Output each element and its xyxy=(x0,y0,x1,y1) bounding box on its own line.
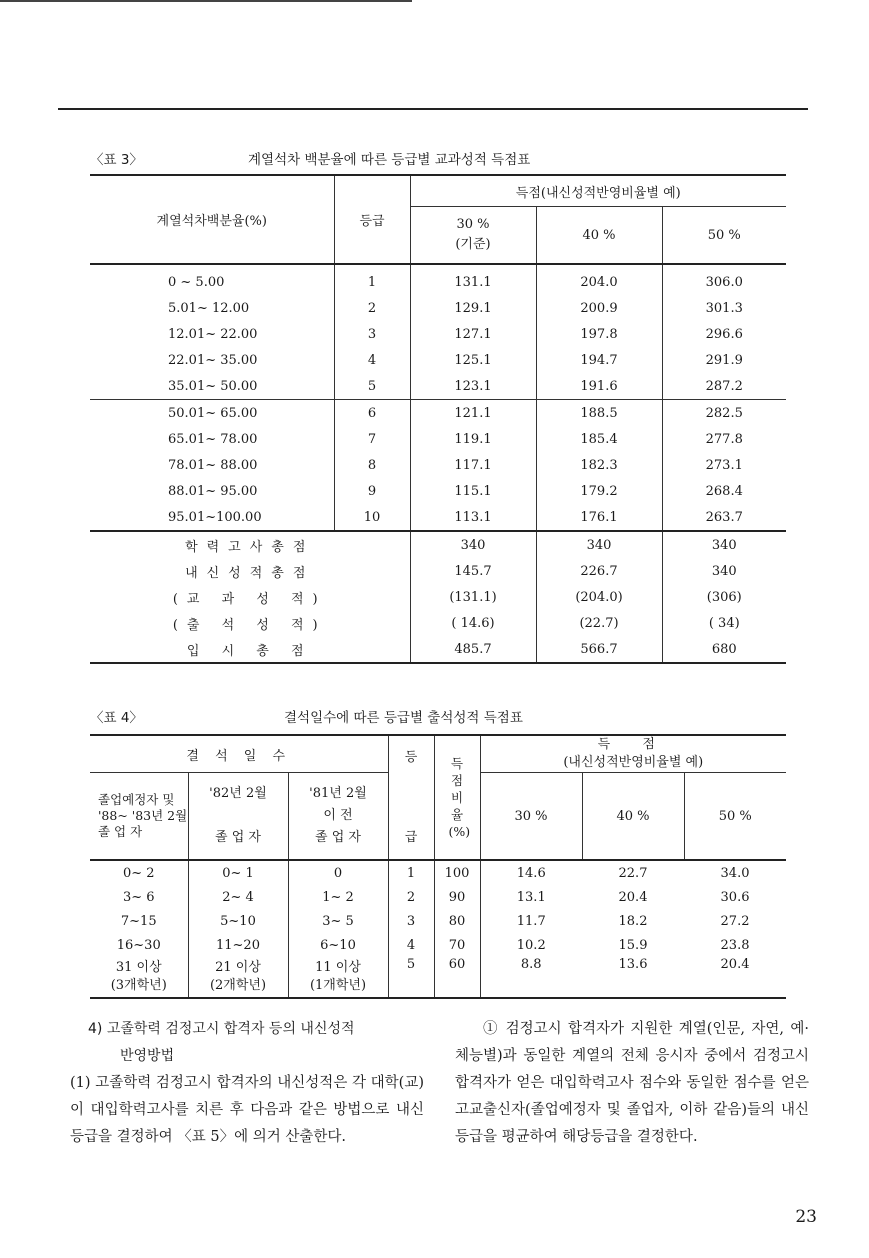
t4-cell: 0 xyxy=(288,860,388,885)
t4-cell: 34.0 xyxy=(720,865,750,881)
t4-cell: 2~ 4 xyxy=(188,885,288,909)
t3-cell-score: 268.4 xyxy=(705,483,743,499)
t3-total-row xyxy=(90,584,786,610)
t4-cell: 8.8 xyxy=(480,957,582,998)
t4-cell: 2 xyxy=(388,885,434,909)
t3-total-row xyxy=(90,610,786,636)
t4-cell: 10.2 xyxy=(516,937,546,953)
table3-title: 계열석차 백분율에 따른 등급별 교과성적 득점표 xyxy=(248,152,531,168)
t3-cell-rank: 88.01~ 95.00 xyxy=(90,478,334,504)
t3-cell-grade: 3 xyxy=(334,321,410,347)
t3-row xyxy=(90,400,786,427)
t4-cell-note: (1개학년) xyxy=(309,978,367,993)
t3-cell-grade: 8 xyxy=(334,452,410,478)
t3-total-value: 145.7 xyxy=(410,558,536,584)
t4-cell: 100 xyxy=(434,860,480,885)
t4-cell: 60 xyxy=(434,957,480,998)
t3-total-value: (131.1) xyxy=(410,584,536,610)
t3-cell-score: 185.4 xyxy=(536,426,662,452)
t3-total-value: (306) xyxy=(706,589,742,605)
t3-total-value: 340 xyxy=(711,563,737,579)
t3-total-value: 340 xyxy=(711,537,737,553)
t3-cell-grade: 1 xyxy=(334,264,410,295)
t4-cell: 3~ 6 xyxy=(90,885,188,909)
t3-total-value: ( 14.6) xyxy=(410,610,536,636)
table4 xyxy=(90,734,786,999)
t3-cell-score: 123.1 xyxy=(410,373,536,400)
t3-cell-score: 121.1 xyxy=(410,400,536,427)
t3-total-value: 340 xyxy=(410,531,536,558)
t3-row xyxy=(90,426,786,452)
t4-cell: 23.8 xyxy=(720,937,750,953)
t3-total-row xyxy=(90,558,786,584)
t3-head-30: 30 % (기준) xyxy=(410,207,536,265)
t4-cell: 3 xyxy=(388,909,434,933)
t4-cell xyxy=(188,957,288,998)
t3-cell-grade: 9 xyxy=(334,478,410,504)
t4-cell: 22.7 xyxy=(618,865,648,881)
t4-cell: 90 xyxy=(434,885,480,909)
t4-head-absence: 결 석 일 수 xyxy=(90,735,388,773)
t3-total-row xyxy=(90,531,786,558)
t4-cell: 20.4 xyxy=(684,957,786,998)
t4-head-40: 40 % xyxy=(582,773,684,861)
t3-cell-grade: 2 xyxy=(334,295,410,321)
t3-cell-score: 179.2 xyxy=(536,478,662,504)
t3-head-50: 50 % xyxy=(662,207,786,265)
t3-cell-score: 125.1 xyxy=(410,347,536,373)
t3-row xyxy=(90,295,786,321)
t3-cell-score: 182.3 xyxy=(536,452,662,478)
t3-cell-score: 119.1 xyxy=(410,426,536,452)
t3-cell-score: 200.9 xyxy=(536,295,662,321)
t3-cell-rank: 0 ~ 5.00 xyxy=(90,264,334,295)
t4-cell: 7~15 xyxy=(90,909,188,933)
t4-cell-note: (3개학년) xyxy=(110,978,167,993)
t3-cell-grade: 7 xyxy=(334,426,410,452)
t3-cell-score: 263.7 xyxy=(662,504,786,531)
t3-total-label: 학력고사총점 xyxy=(90,531,410,558)
t3-cell-score: 191.6 xyxy=(536,373,662,400)
top-edge-line xyxy=(0,0,412,2)
paragraph-2: ① 검정고시 합격자가 지원한 계열(인문, 자연, 예·체능별)과 동일한 계열의 전체 응시자 중에서 검정고시 합격자가 얻은 대입학력고사 점수와 동일한 점수를 얻은 고교출신자(졸업예정자 및 졸업자, 이하 같음)들의 내신등급을 평균하여 해당등급을 결정한다. xyxy=(455,1021,809,1145)
t3-row xyxy=(90,321,786,347)
t4-cell: 14.6 xyxy=(516,865,546,881)
t4-cell-value: 11 이상 xyxy=(315,960,361,975)
t4-row xyxy=(90,933,786,957)
t3-cell-grade: 10 xyxy=(334,504,410,531)
t4-cell: 4 xyxy=(388,933,434,957)
t3-total-label: (출 석 성 적) xyxy=(90,610,410,636)
t3-cell-score: 113.1 xyxy=(410,504,536,531)
t4-cell: 6~10 xyxy=(288,933,388,957)
t3-total-value: 340 xyxy=(536,531,662,558)
t3-total-value: 566.7 xyxy=(536,636,662,663)
t4-head-grad-expected: 졸업예정자 및 '88~ '83년 2월 졸 업 자 xyxy=(90,773,188,861)
header-rule xyxy=(58,108,808,110)
t3-cell-rank: 35.01~ 50.00 xyxy=(90,373,334,400)
t4-head-score: 득 점 (내신성적반영비율별 예) xyxy=(480,735,786,773)
t3-row xyxy=(90,347,786,373)
t4-cell: 15.9 xyxy=(618,937,648,953)
table3-label: 〈표 3〉 xyxy=(90,152,143,168)
t3-cell-score: 282.5 xyxy=(705,405,743,421)
t3-row xyxy=(90,478,786,504)
t3-cell-score: 115.1 xyxy=(410,478,536,504)
t3-cell-score: 287.2 xyxy=(705,378,743,394)
t3-cell-score: 306.0 xyxy=(705,274,743,290)
t3-cell-score: 127.1 xyxy=(410,321,536,347)
t3-total-label: 내신성적총점 xyxy=(90,558,410,584)
t3-cell-score: 129.1 xyxy=(410,295,536,321)
t3-cell-rank: 5.01~ 12.00 xyxy=(90,295,334,321)
t3-cell-grade: 5 xyxy=(334,373,410,400)
t4-cell: 1~ 2 xyxy=(288,885,388,909)
t4-head-82: '82년 2월 졸 업 자 xyxy=(188,773,288,861)
t3-total-value: (204.0) xyxy=(536,584,662,610)
t3-row xyxy=(90,452,786,478)
t3-cell-score: 194.7 xyxy=(536,347,662,373)
t3-total-label: (교 과 성 적) xyxy=(90,584,410,610)
t4-head-30: 30 % xyxy=(480,773,582,861)
t4-cell: 0~ 2 xyxy=(90,860,188,885)
t4-row xyxy=(90,909,786,933)
t3-head-rank: 계열석차백분율(%) xyxy=(90,175,334,264)
t3-cell-rank: 65.01~ 78.00 xyxy=(90,426,334,452)
t4-cell: 13.1 xyxy=(516,889,546,905)
t3-total-label: 입 시 총 점 xyxy=(90,636,410,663)
table4-label: 〈표 4〉 xyxy=(90,710,143,726)
t3-total-value: 680 xyxy=(662,636,786,663)
t4-head-50: 50 % xyxy=(684,773,786,861)
t3-cell-grade: 6 xyxy=(334,400,410,427)
table4-title: 결석일수에 따른 등급별 출석성적 득점표 xyxy=(284,710,523,726)
t3-cell-grade: 4 xyxy=(334,347,410,373)
t4-cell: 13.6 xyxy=(582,957,684,998)
t3-cell-rank: 22.01~ 35.00 xyxy=(90,347,334,373)
t3-cell-score: 277.8 xyxy=(705,431,743,447)
t3-head-score: 득점(내신성적반영비율별 예) xyxy=(410,175,786,207)
t4-cell: 1 xyxy=(388,860,434,885)
t3-head-grade: 등급 xyxy=(334,175,410,264)
t3-total-value: ( 34) xyxy=(708,615,740,631)
t3-cell-score: 117.1 xyxy=(410,452,536,478)
t4-cell-note: (2개학년) xyxy=(209,978,267,993)
t4-cell: 11.7 xyxy=(516,913,546,929)
t3-row xyxy=(90,373,786,400)
t3-total-value: 226.7 xyxy=(536,558,662,584)
t3-cell-score: 301.3 xyxy=(705,300,743,316)
t4-head-ratio: 득점비율(%) xyxy=(434,735,480,860)
t4-head-grade: 등 급 xyxy=(388,735,434,860)
t4-cell: 0~ 1 xyxy=(188,860,288,885)
table3 xyxy=(90,174,786,664)
t4-row xyxy=(90,860,786,885)
t4-cell-value: 21 이상 xyxy=(215,960,261,975)
paragraph-1: (1) 고졸학력 검정고시 합격자의 내신성적은 각 대학(교)이 대입학력고사를 치른 후 다음과 같은 방법으로 내신등급을 결정하여 〈표 5〉에 의거 산출한다. xyxy=(70,1075,424,1145)
t3-total-value: 485.7 xyxy=(410,636,536,663)
t3-cell-score: 197.8 xyxy=(536,321,662,347)
t4-cell-value: 31 이상 xyxy=(115,960,162,975)
t3-total-value: (22.7) xyxy=(536,610,662,636)
t4-cell: 80 xyxy=(434,909,480,933)
t3-cell-score: 188.5 xyxy=(536,400,662,427)
t3-head-40: 40 % xyxy=(536,207,662,265)
t3-cell-score: 204.0 xyxy=(536,264,662,295)
t4-cell: 70 xyxy=(434,933,480,957)
t4-head-81: '81년 2월 이 전 졸 업 자 xyxy=(288,773,388,861)
t3-cell-score: 131.1 xyxy=(410,264,536,295)
section-heading: 4) 고졸학력 검정고시 합격자 등의 내신성적 반영방법 xyxy=(88,1021,355,1064)
t4-row xyxy=(90,885,786,909)
t3-row xyxy=(90,504,786,531)
t4-cell: 11~20 xyxy=(188,933,288,957)
t3-cell-rank: 78.01~ 88.00 xyxy=(90,452,334,478)
t4-cell: 5 xyxy=(388,957,434,998)
t3-total-row xyxy=(90,636,786,663)
t4-cell: 16~30 xyxy=(90,933,188,957)
t4-cell: 18.2 xyxy=(618,913,648,929)
t3-cell-rank: 12.01~ 22.00 xyxy=(90,321,334,347)
page-number: 23 xyxy=(795,1207,817,1227)
t3-cell-score: 273.1 xyxy=(705,457,743,473)
t4-cell: 3~ 5 xyxy=(288,909,388,933)
t4-row xyxy=(90,957,786,998)
t3-cell-rank: 50.01~ 65.00 xyxy=(90,400,334,427)
t4-cell: 30.6 xyxy=(720,889,750,905)
t3-cell-score: 296.6 xyxy=(705,326,743,342)
t3-row xyxy=(90,264,786,295)
t4-cell xyxy=(90,957,188,998)
t3-cell-score: 291.9 xyxy=(705,352,743,368)
t4-cell: 5~10 xyxy=(188,909,288,933)
t3-cell-score: 176.1 xyxy=(536,504,662,531)
t4-cell: 27.2 xyxy=(720,913,750,929)
t4-cell xyxy=(288,957,388,998)
t4-cell: 20.4 xyxy=(618,889,648,905)
t3-cell-rank: 95.01~100.00 xyxy=(90,504,334,531)
